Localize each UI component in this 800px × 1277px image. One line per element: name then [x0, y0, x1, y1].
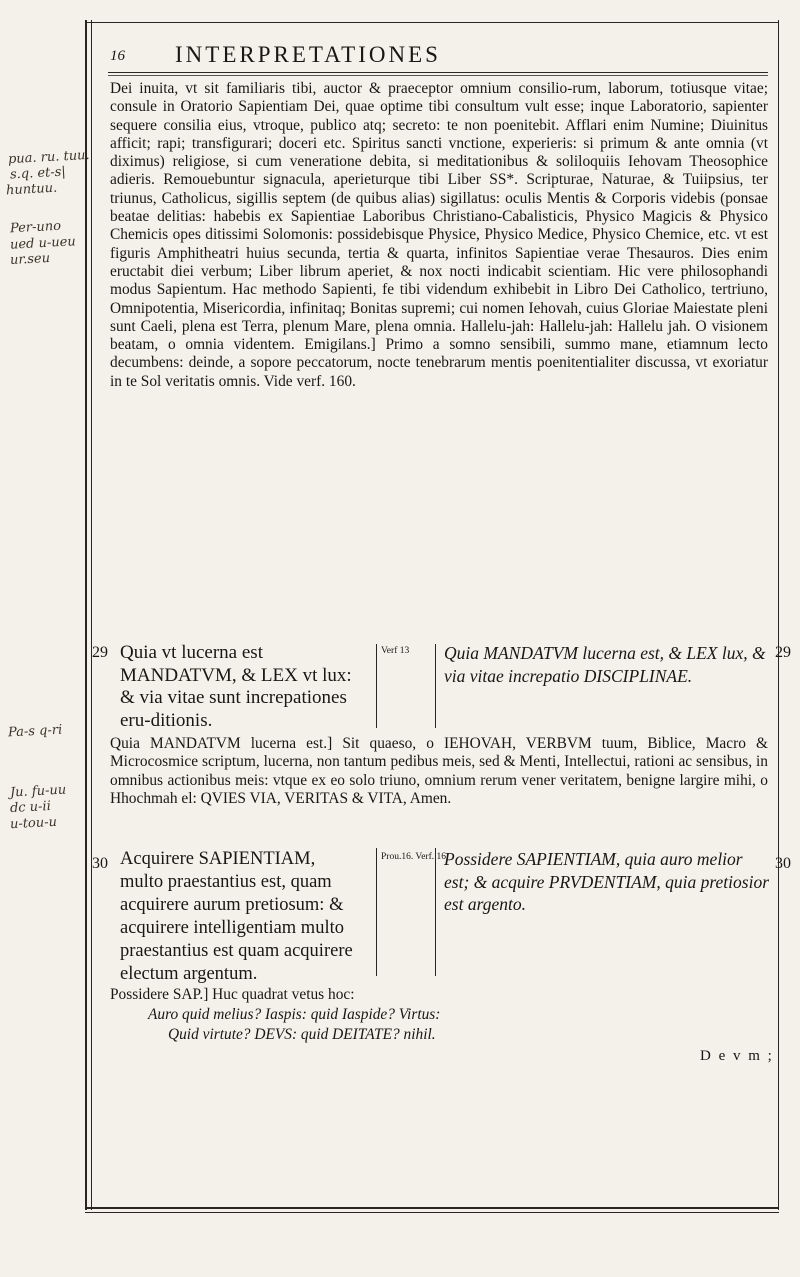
top-rule — [85, 22, 779, 23]
handwritten-note: Ju. fu-uu — [9, 782, 67, 801]
catchword: D e v m ; — [700, 1048, 774, 1064]
verse-29-latin-vulgate: Quia vt lucerna est MANDATVM, & LEX vt lux: & via vitae sunt increpationes eru-ditionis. — [120, 642, 352, 731]
verse-30-reference: Prou.16. Verf. 16. — [381, 852, 449, 862]
commentary-paragraph: Dei inuita, vt sit familiaris tibi, auctor & praeceptor omnium consilio-rum, laborum, totiusque vitae; consule in Oratorio Sapientiam Dei, quae optime tibi consultum vult esse; inque Laboratorio, sapienter sequere consilia eius, vtroque, publico atq; secreto: te non poenitebit. Afflari enim Numine; Diuinitus afficit; rapi; transfigurari; doceri etc. Spiritus sancti vnctione, experieris: si primum & ante omnia (vt diximus) religiose, si cum veneratione debita, si meditationibus & soliloquiis Iehovam Theosophice adieris. Remouebuntur signacula, aperieturque tibi Liber SS*. Scripturae, Naturae, & Tuiipsius, ter triunus, Catholicus, sigillis septem (de quibus alias) sigillatus: oculis Mentis & Corporis videbis (ponsae beatae delitias: habebis ex Sapientiae Laboribus Christiano-Cabalisticis, Physico Magicis & Physico Chemicis opes ditissimi Solomonis: possidebisque Physice, Physico Medice, Physico Chemice, etc. vt est figuris Amphitheatri huius secunda, tertia & quarta, infinitos Sapientiae verae Thesauros. Dies enim eructabit diei verbum; Liber librum aperiet, & nox nocti indicabit scientiam. Hic vere philosophandi modus Sapientum. Hac methodo Sapienti, fe tibi videndum exhibebit in Libro Dei Catholico, tertriuno, Omnipotentia, Misericordia, infinitaq; Bonitas supremi; cui nomen Iehovah, cuius Gloriae Maiestate pleni sunt Caeli, plena est Terra, plenum Mare, plena omnia. Hallelu-jah: Hallelu-jah: Hallelu jah. O visionem beatam, o omnia videntem. Emigilans.] Primo a somno sensibili, summo mane, etiamnum lecto decumbens: deinde, a sopore peccatorum, nocte tenebrarum mentis poenitentialiter discussa, vt exoriatur in te Sol veritatis omnis. Vide verf. 160. — [110, 80, 768, 390]
handwritten-note: ur.seu — [9, 250, 51, 269]
verse-30-divider — [376, 848, 436, 976]
header-rule-2 — [108, 75, 768, 76]
header-rule — [108, 72, 768, 73]
handwritten-note: pua. ru. tuu. — [7, 147, 91, 168]
verse-30-latin-vulgate: Acquirere SAPIENTIAM, multo praestantius est, quam acquirere aurum pretiosum: & acquirere intelligentiam multo praestantius est quam acquirere electum argentum. — [120, 849, 353, 984]
verse-29-reference: Verf 13 — [381, 646, 410, 656]
verse-number: 30 — [775, 855, 791, 872]
handwritten-note: s.q. et-s| — [9, 164, 67, 183]
bottom-rule-2 — [85, 1212, 779, 1213]
verse-29-latin-translation: Quia MANDATVM lucerna est, & LEX lux, & via vitae increpatio DISCIPLINAE. — [444, 643, 766, 686]
verse-30-commentary-intro: Possidere SAP.] Huc quadrat vetus hoc: — [110, 986, 355, 1003]
margin-rule-left — [85, 20, 87, 1210]
verse-30-couplet-2: Quid virtute? DEVS: quid DEITATE? nihil. — [168, 1026, 436, 1043]
handwritten-note: u-tou-u — [9, 814, 58, 833]
handwritten-note: Pa-s q-ri — [7, 722, 63, 741]
bottom-rule — [85, 1207, 779, 1209]
verse-number: 30 — [92, 855, 108, 872]
handwritten-note: Per-uno — [9, 218, 62, 237]
margin-rule-left-inner — [91, 20, 92, 1210]
verse-30-latin-translation: Possidere SAPIENTIAM, quia auro melior est; & acquire PRVDENTIAM, quia pretiosior est argento. — [444, 849, 770, 914]
page-number: 16 — [110, 48, 125, 64]
verse-29-commentary: Quia MANDATVM lucerna est.] Sit quaeso, o IEHOVAH, VERBVM tuum, Biblice, Macro & Microcosmice scriptum, lucerna, non tantum pedibus meis, sed & Menti, Intellectui, rationi ac sensibus, in omnibus actionibus meis: vtque ex eo solo triuno, omnium rerum vener veritatem, benigne largire mihi, o Hhochmah el: QVIES VIA, VERITAS & VITA, Amen. — [110, 735, 768, 807]
handwritten-note: ued u-ueu — [9, 234, 77, 253]
margin-rule-right — [778, 20, 779, 1210]
running-header: INTERPRETATIONES — [175, 42, 441, 67]
verse-number: 29 — [92, 644, 108, 661]
verse-number: 29 — [775, 644, 791, 661]
verse-30-couplet-1: Auro quid melius? Iaspis: quid Iaspide? Virtus: — [148, 1006, 441, 1023]
handwritten-note: dc u-ii — [9, 798, 52, 817]
handwritten-note: huntuu. — [5, 180, 58, 199]
